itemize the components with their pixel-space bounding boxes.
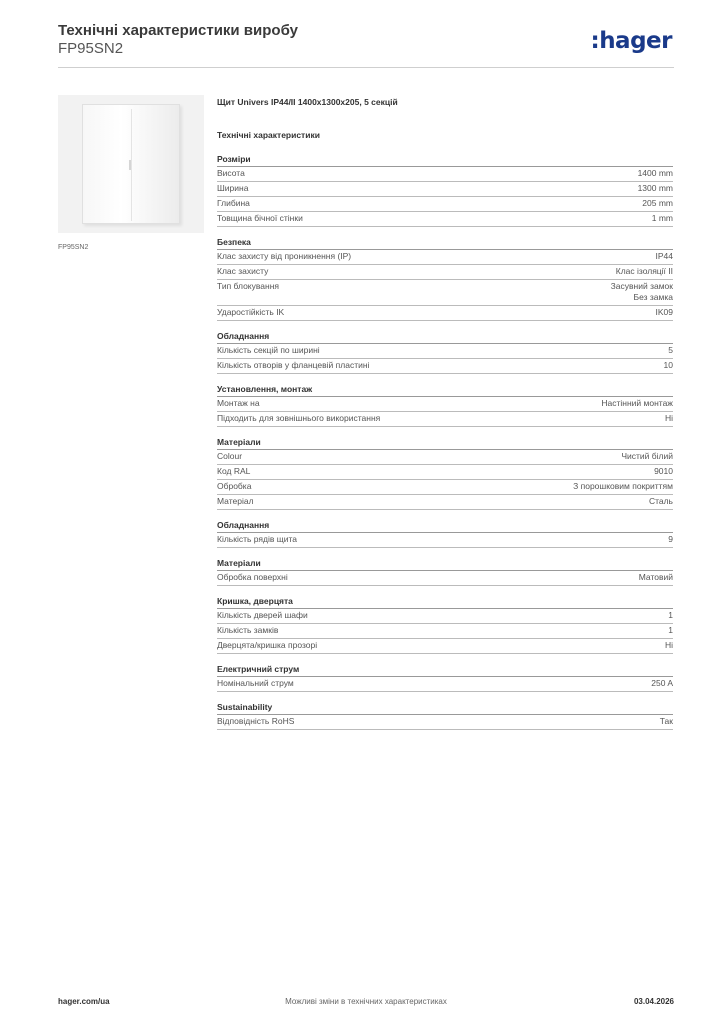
spec-groups — [217, 154, 673, 730]
spec-group-title: Обладнання — [217, 520, 673, 533]
spec-label: Ударостійкість IK — [217, 307, 285, 317]
spec-row — [217, 412, 673, 427]
spec-group-title: Установлення, монтаж — [217, 384, 673, 397]
spec-label: Обробка — [217, 481, 252, 491]
spec-value-line: 1300 mm — [637, 183, 673, 193]
spec-value-line: 205 mm — [642, 198, 673, 208]
spec-label: Клас захисту — [217, 266, 269, 276]
cabinet-picture — [82, 104, 180, 224]
spec-value-line: 1 mm — [651, 213, 673, 223]
spec-value — [668, 610, 673, 621]
spec-group-title: Безпека — [217, 237, 673, 250]
spec-value-line: Чистий білий — [621, 451, 673, 461]
spec-value-line: IP44 — [655, 251, 673, 261]
page-header — [58, 22, 674, 58]
spec-value — [656, 307, 674, 318]
spec-group-title: Електричний струм — [217, 664, 673, 677]
spec-label: Тип блокування — [217, 281, 280, 291]
spec-label: Кількість отворів у фланцевій пластині — [217, 360, 370, 370]
product-name: Щит Univers IP44/II 1400x1300x205, 5 секцій — [217, 97, 398, 107]
spec-row — [217, 495, 673, 510]
spec-row — [217, 677, 673, 692]
spec-row — [217, 571, 673, 586]
spec-group — [217, 664, 673, 692]
spec-row — [217, 182, 673, 197]
logo-text: hager — [599, 28, 672, 54]
spec-row — [217, 397, 673, 412]
spec-row — [217, 250, 673, 265]
spec-row — [217, 450, 673, 465]
spec-heading: Технічні характеристики — [217, 130, 320, 140]
spec-value-line: Засувний замок — [610, 281, 673, 291]
spec-value — [665, 413, 673, 424]
spec-value-line: Настінний монтаж — [601, 398, 673, 408]
spec-label: Номінальний струм — [217, 678, 294, 688]
spec-value-line: 1 — [668, 625, 673, 635]
spec-value — [638, 183, 673, 194]
spec-label: Висота — [217, 168, 245, 178]
spec-value — [639, 572, 673, 583]
spec-group-title: Матеріали — [217, 558, 673, 571]
spec-group — [217, 384, 673, 427]
spec-value — [601, 398, 673, 409]
spec-value — [621, 451, 673, 462]
spec-row — [217, 465, 673, 480]
spec-value-line: 9010 — [654, 466, 673, 476]
spec-row — [217, 624, 673, 639]
spec-value-line: 9 — [668, 534, 673, 544]
spec-row — [217, 533, 673, 548]
header-divider — [58, 67, 674, 68]
spec-label: Підходить для зовнішнього використання — [217, 413, 381, 423]
logo-dots-icon: : — [590, 28, 600, 54]
spec-value-line: З порошковим покриттям — [573, 481, 673, 491]
footer-website-link[interactable]: hager.com/ua — [58, 997, 110, 1006]
spec-group — [217, 558, 673, 586]
spec-row — [217, 715, 673, 730]
spec-value — [642, 198, 673, 209]
spec-value — [652, 213, 673, 224]
spec-value-line: 1400 mm — [637, 168, 673, 178]
spec-row — [217, 167, 673, 182]
spec-value-line: Клас ізоляції II — [615, 266, 673, 276]
spec-value-line: Без замка — [633, 292, 673, 302]
spec-row — [217, 639, 673, 654]
spec-value-line: Матовий — [638, 572, 673, 582]
spec-label: Клас захисту від проникнення (IP) — [217, 251, 352, 261]
spec-label: Глибина — [217, 198, 250, 208]
spec-value — [573, 481, 673, 492]
spec-value-line: IK09 — [655, 307, 673, 317]
spec-label: Відповідність RoHS — [217, 716, 295, 726]
spec-row — [217, 197, 673, 212]
spec-row — [217, 280, 673, 306]
product-image — [58, 95, 204, 233]
spec-value — [654, 466, 673, 477]
spec-group — [217, 154, 673, 227]
spec-label: Кількість рядів щита — [217, 534, 297, 544]
spec-group — [217, 437, 673, 510]
spec-value-line: 10 — [663, 360, 673, 370]
spec-group — [217, 702, 673, 730]
product-code: FP95SN2 — [58, 40, 124, 57]
spec-value — [656, 251, 674, 262]
spec-label: Кількість секцій по ширині — [217, 345, 320, 355]
spec-label: Обробка поверхні — [217, 572, 288, 582]
spec-row — [217, 212, 673, 227]
spec-group-title: Кришка, дверцята — [217, 596, 673, 609]
spec-label: Ширина — [217, 183, 249, 193]
image-caption: FP95SN2 — [58, 244, 89, 251]
spec-label: Colour — [217, 451, 243, 461]
spec-group-title: Обладнання — [217, 331, 673, 344]
spec-row — [217, 609, 673, 624]
spec-group — [217, 331, 673, 374]
specification-section — [217, 97, 673, 730]
spec-value-line: 1 — [668, 610, 673, 620]
spec-group-title: Матеріали — [217, 437, 673, 450]
spec-label: Кількість дверей шафи — [217, 610, 308, 620]
spec-label: Дверцята/кришка прозорі — [217, 640, 318, 650]
spec-group — [217, 520, 673, 548]
spec-label: Товщина бічної стінки — [217, 213, 303, 223]
spec-value — [616, 266, 673, 277]
spec-label: Код RAL — [217, 466, 251, 476]
spec-row — [217, 480, 673, 495]
spec-label: Кількість замків — [217, 625, 279, 635]
spec-value-line: 5 — [668, 345, 673, 355]
spec-row — [217, 265, 673, 280]
spec-value — [660, 716, 673, 727]
spec-row — [217, 306, 673, 321]
spec-row — [217, 359, 673, 374]
spec-group — [217, 237, 673, 321]
spec-value-line: Так — [659, 716, 673, 726]
spec-value-line: Сталь — [648, 496, 673, 506]
spec-value — [664, 360, 673, 371]
spec-row — [217, 344, 673, 359]
spec-label: Монтаж на — [217, 398, 260, 408]
spec-value — [668, 345, 673, 356]
spec-group-title: Sustainability — [217, 702, 673, 715]
spec-value — [668, 625, 673, 636]
spec-value-line: Ні — [664, 640, 673, 650]
spec-value — [651, 678, 673, 689]
spec-value-line: 250 A — [651, 678, 673, 688]
page-title: Технічні характеристики виробу — [58, 22, 298, 39]
spec-value — [665, 640, 673, 651]
spec-value — [611, 281, 673, 303]
spec-value — [668, 534, 673, 545]
spec-group — [217, 596, 673, 654]
spec-value — [649, 496, 673, 507]
spec-label: Матеріал — [217, 496, 254, 506]
spec-group-title: Розміри — [217, 154, 673, 167]
footer-note: Можливі зміни в технічних характеристиках — [285, 997, 447, 1006]
footer-date: 03.04.2026 — [633, 997, 674, 1006]
spec-value — [638, 168, 673, 179]
spec-value-line: Ні — [664, 413, 673, 423]
hager-logo — [590, 28, 672, 54]
